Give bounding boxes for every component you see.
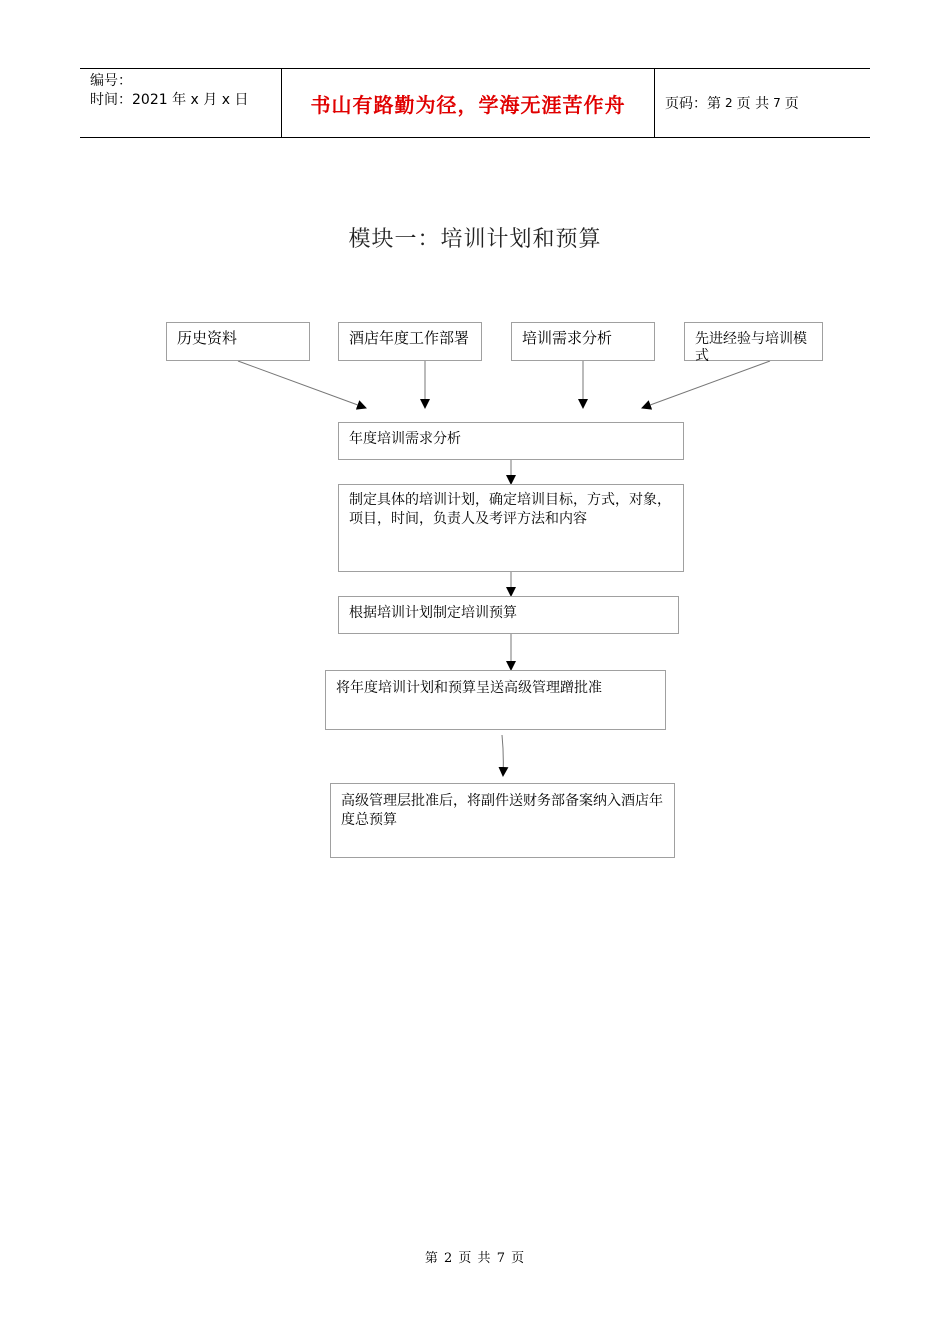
header-motto: 书山有路勤为径，学海无涯苦作舟 xyxy=(310,92,626,117)
step-label: 高级管理层批准后，将副件送财务部备案纳入酒店年度总预算 xyxy=(341,793,663,828)
step-box-budget xyxy=(338,596,679,634)
page-mid: 页 共 xyxy=(736,96,770,112)
input-box-best-practice xyxy=(684,322,823,364)
page-suffix: 页 xyxy=(784,96,799,112)
page-footer: 第 2 页 共 7 页 xyxy=(424,1251,526,1266)
document-number-label: 编号： xyxy=(90,73,132,89)
arrow-input4-to-step1 xyxy=(642,361,770,408)
page-title: 模块一：培训计划和预算 xyxy=(348,227,602,252)
arrow-input1-to-step1 xyxy=(238,361,366,408)
document-date-label: 时间：2021 年 x 月 x 日 xyxy=(90,92,249,108)
input-box-needs-analysis xyxy=(511,322,655,361)
input-label: 培训需求分析 xyxy=(522,329,613,347)
step-box-training-plan xyxy=(338,484,684,572)
input-label: 酒店年度工作部署 xyxy=(349,329,470,347)
step-box-annual-needs xyxy=(338,422,684,460)
step-label: 年度培训需求分析 xyxy=(349,431,461,447)
input-label: 先进经验与培训模式 xyxy=(695,331,807,364)
page-prefix: 页码：第 xyxy=(665,96,721,112)
step-label: 制定具体的培训计划，确定培训目标，方式，对象，项目，时间，负责人及考评方法和内容 xyxy=(349,492,671,527)
step-label: 根据培训计划制定培训预算 xyxy=(349,605,517,621)
step-label: 将年度培训计划和预算呈送高级管理蹭批准 xyxy=(336,680,602,696)
input-box-hotel-plan xyxy=(338,322,482,361)
arrow-step4-to-step5 xyxy=(502,735,503,776)
input-label: 历史资料 xyxy=(177,329,238,347)
step-box-submit-approval xyxy=(325,670,666,730)
page-total: 7 xyxy=(773,96,781,110)
input-box-history xyxy=(166,322,310,361)
page-current: 2 xyxy=(725,96,733,110)
step-box-finance-filing xyxy=(330,783,675,858)
